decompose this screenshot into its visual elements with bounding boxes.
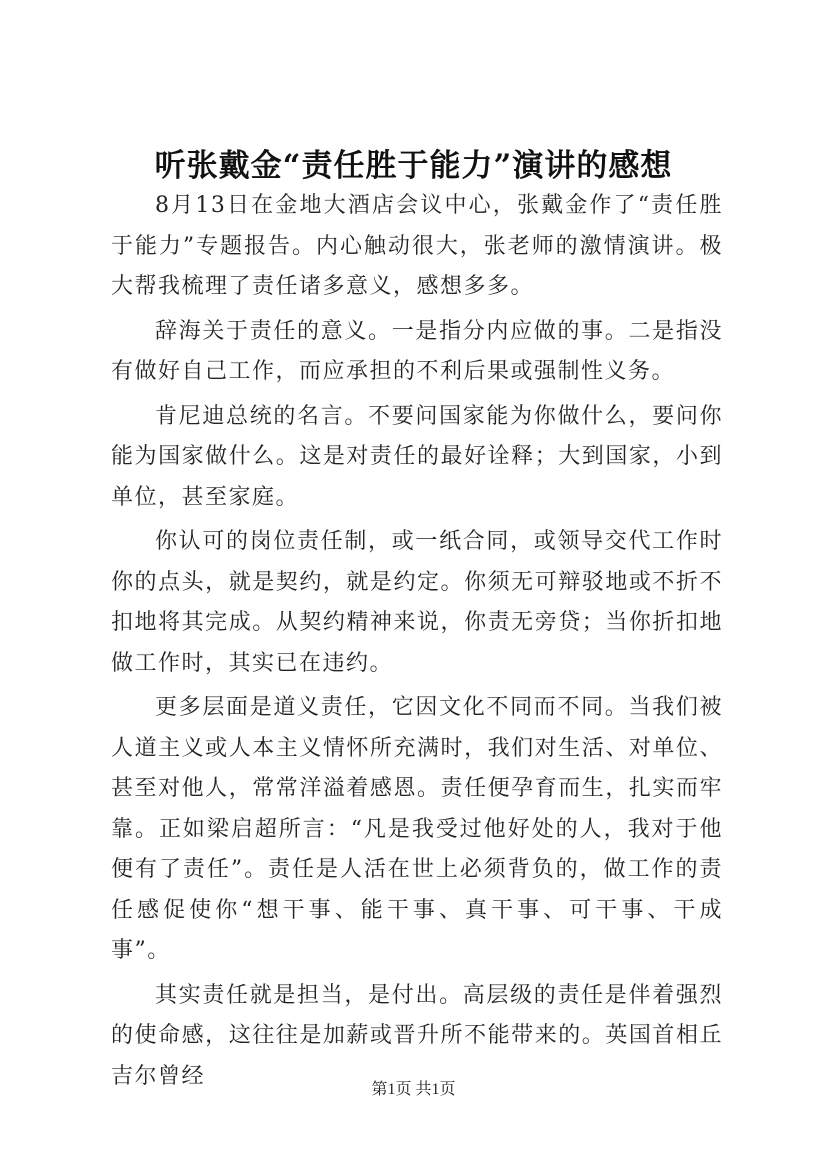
paragraph: 其实责任就是担当，是付出。高层级的责任是伴着强烈的使命感，这往往是加薪或晋升所不能带来的。英国首相丘吉尔曾经 <box>111 982 723 1089</box>
paragraph: 8月13日在金地大酒店会议中心，张戴金作了“责任胜于能力”专题报告。内心触动很大，张老师的激情演讲。极大帮我梳理了责任诸多意义，感想多多。 <box>111 193 723 299</box>
paragraph: 肯尼迪总统的名言。不要问国家能为你做什么，要问你能为国家做什么。这是对责任的最好诠释；大到国家，小到单位，甚至家庭。 <box>111 403 723 510</box>
document-body <box>111 186 723 1101</box>
paragraph: 辞海关于责任的意义。一是指分内应做的事。二是指没有做好自己工作，而应承担的不利后果或强制性义务。 <box>111 318 723 384</box>
document-title: 听张戴金“责任胜于能力”演讲的感想 <box>154 148 673 184</box>
paragraph: 更多层面是道义责任，它因文化不同而不同。当我们被人道主义或人本主义情怀所充满时，我们对生活、对单位、甚至对他人，常常洋溢着感恩。责任便孕育而生，扎实而牢靠。正如梁启超所言：“凡是我受过他好处的人，我对于他便有了责任”。责任是人活在世上必须背负的，做工作的责任感促使你“想干事、能干事、真干事、可干事、干成事”。 <box>111 695 723 963</box>
page-number-footer: 第1页 共1页 <box>371 1081 456 1098</box>
paragraph: 你认可的岗位责任制，或一纸合同，或领导交代工作时你的点头，就是契约，就是约定。你须无可辩驳地或不折不扣地将其完成。从契约精神来说，你责无旁贷；当你折扣地做工作时，其实已在违约。 <box>111 529 723 676</box>
